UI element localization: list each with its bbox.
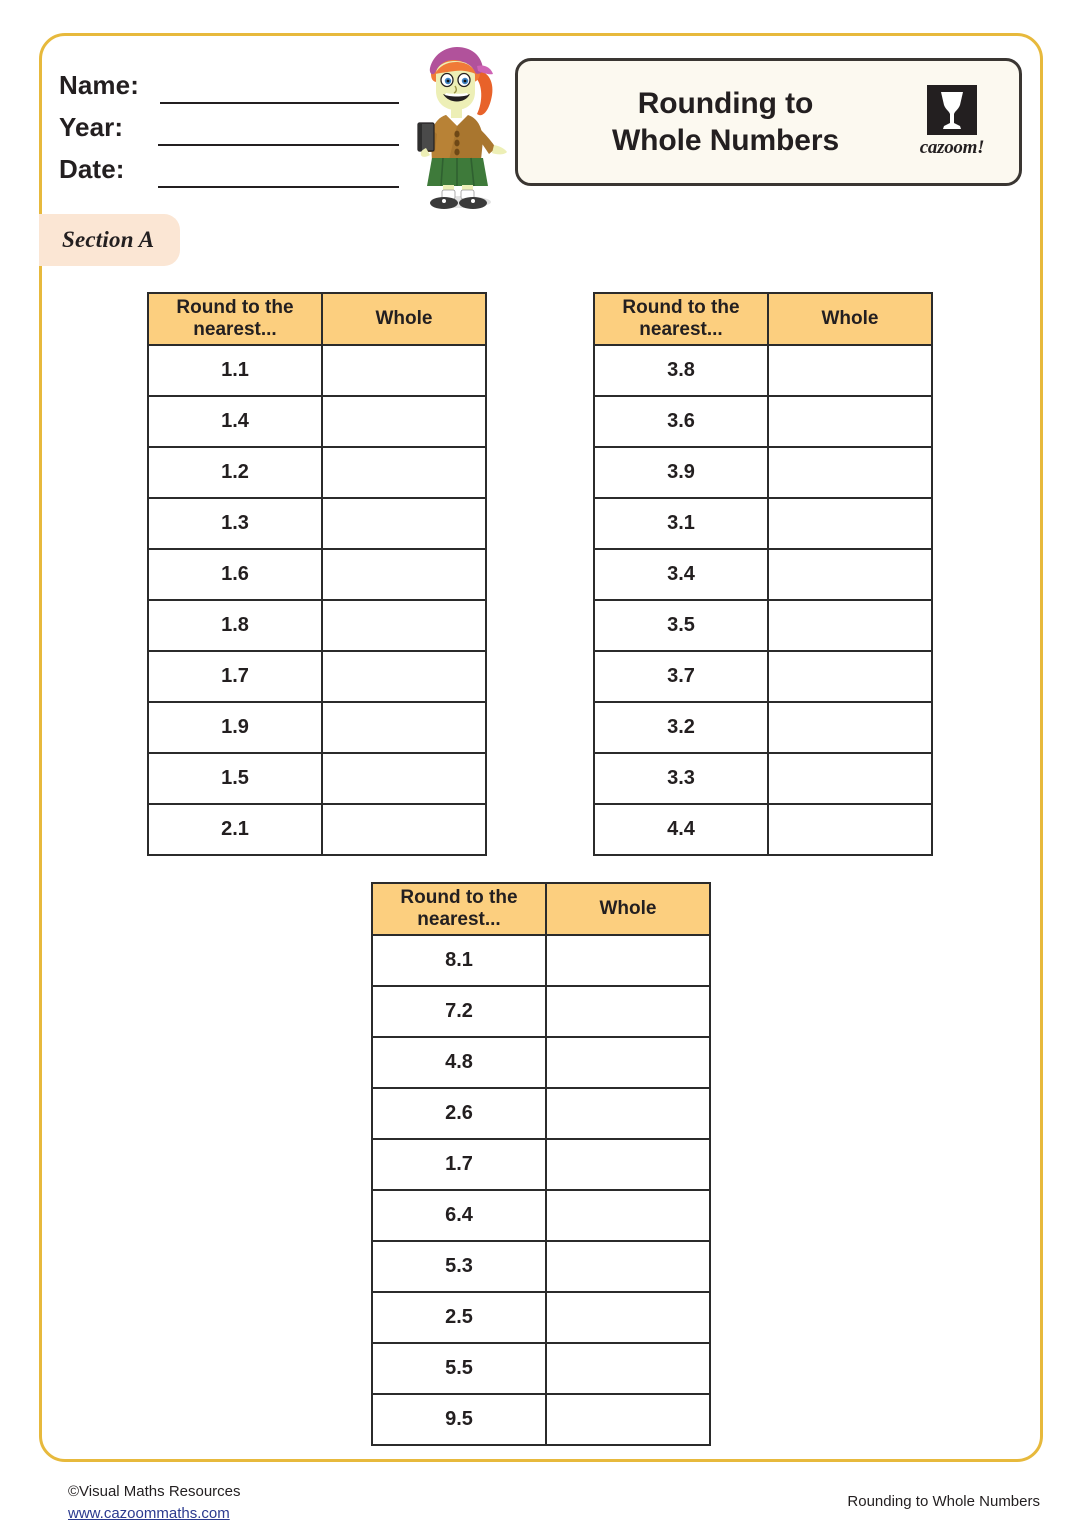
- field-row-name: [59, 68, 409, 110]
- answer-input-cell[interactable]: [768, 549, 932, 600]
- table-row: [594, 651, 932, 702]
- table-header-row: [594, 293, 932, 345]
- question-value-cell: 3.6: [594, 396, 768, 447]
- table-body-2: [594, 345, 932, 855]
- answer-input-cell[interactable]: [322, 702, 486, 753]
- question-value-cell: 2.6: [372, 1088, 546, 1139]
- section-label: Section A: [62, 227, 155, 252]
- rounding-table-2: [593, 292, 933, 856]
- question-value-cell: 1.7: [148, 651, 322, 702]
- answer-input-cell[interactable]: [768, 498, 932, 549]
- question-value-cell: 1.5: [148, 753, 322, 804]
- table-row: [594, 498, 932, 549]
- table-row: [148, 702, 486, 753]
- header-whole: Whole: [322, 293, 486, 345]
- question-value-cell: 3.1: [594, 498, 768, 549]
- answer-input-cell[interactable]: [546, 1037, 710, 1088]
- table-row: [148, 447, 486, 498]
- table-row: [372, 1343, 710, 1394]
- question-value-cell: 6.4: [372, 1190, 546, 1241]
- header-whole: Whole: [768, 293, 932, 345]
- table-row: [148, 498, 486, 549]
- cazoom-brand: [911, 85, 993, 159]
- table-header-row: [148, 293, 486, 345]
- table-row: [594, 753, 932, 804]
- question-value-cell: 2.1: [148, 804, 322, 855]
- table-row: [372, 986, 710, 1037]
- question-value-cell: 8.1: [372, 935, 546, 986]
- table-row: [372, 1139, 710, 1190]
- answer-input-cell[interactable]: [546, 986, 710, 1037]
- question-value-cell: 5.3: [372, 1241, 546, 1292]
- answer-input-cell[interactable]: [322, 549, 486, 600]
- question-value-cell: 1.2: [148, 447, 322, 498]
- answer-input-cell[interactable]: [322, 651, 486, 702]
- question-value-cell: 3.5: [594, 600, 768, 651]
- table-row: [594, 549, 932, 600]
- table-row: [148, 651, 486, 702]
- answer-input-cell[interactable]: [768, 702, 932, 753]
- field-row-date: [59, 152, 409, 194]
- table-row: [594, 804, 932, 855]
- answer-input-cell[interactable]: [546, 1292, 710, 1343]
- table-row: [148, 804, 486, 855]
- website-link[interactable]: www.cazoommaths.com: [68, 1504, 230, 1522]
- table-row: [372, 1088, 710, 1139]
- answer-input-cell[interactable]: [546, 1088, 710, 1139]
- page-title-line2: Whole Numbers: [611, 124, 840, 157]
- table-body-1: [148, 345, 486, 855]
- table-row: [372, 1190, 710, 1241]
- question-value-cell: 3.3: [594, 753, 768, 804]
- question-value-cell: 3.7: [594, 651, 768, 702]
- field-row-year: [59, 110, 409, 152]
- name-label: Name:: [59, 70, 139, 100]
- question-value-cell: 9.5: [372, 1394, 546, 1445]
- footer-credits: [68, 1481, 241, 1525]
- question-value-cell: 1.7: [372, 1139, 546, 1190]
- table-row: [148, 396, 486, 447]
- question-value-cell: 1.6: [148, 549, 322, 600]
- question-value-cell: 3.9: [594, 447, 768, 498]
- header-round-to-nearest: Round to the nearest...: [148, 293, 322, 345]
- table-body-3: [372, 935, 710, 1445]
- answer-input-cell[interactable]: [546, 1343, 710, 1394]
- answer-input-cell[interactable]: [768, 345, 932, 396]
- question-value-cell: 4.4: [594, 804, 768, 855]
- table-row: [594, 600, 932, 651]
- table-row: [148, 753, 486, 804]
- question-value-cell: 3.8: [594, 345, 768, 396]
- table-row: [372, 1241, 710, 1292]
- table-header-row: [372, 883, 710, 935]
- answer-input-cell[interactable]: [768, 804, 932, 855]
- table-row: [372, 1037, 710, 1088]
- header-round-to-nearest: Round to the nearest...: [594, 293, 768, 345]
- question-value-cell: 3.4: [594, 549, 768, 600]
- rounding-table-1: [147, 292, 487, 856]
- student-info-fields: [59, 68, 409, 194]
- question-value-cell: 4.8: [372, 1037, 546, 1088]
- goblet-logo-icon: [927, 85, 977, 135]
- question-value-cell: 3.2: [594, 702, 768, 753]
- answer-input-cell[interactable]: [768, 600, 932, 651]
- year-label: Year:: [59, 112, 124, 142]
- table-row: [372, 1394, 710, 1445]
- answer-input-cell[interactable]: [768, 447, 932, 498]
- table-row: [148, 600, 486, 651]
- table-row: [372, 935, 710, 986]
- page-title-line1: Rounding to: [637, 86, 814, 120]
- answer-input-cell[interactable]: [322, 396, 486, 447]
- worksheet-title-card: [515, 58, 1022, 186]
- header-whole: Whole: [546, 883, 710, 935]
- answer-input-cell[interactable]: [768, 651, 932, 702]
- table-row: [594, 447, 932, 498]
- answer-input-cell[interactable]: [546, 1241, 710, 1292]
- answer-input-cell[interactable]: [546, 1394, 710, 1445]
- section-badge: [39, 214, 180, 266]
- answer-input-cell[interactable]: [546, 1139, 710, 1190]
- schoolgirl-illustration-icon: [399, 44, 519, 210]
- brand-name-label: cazoom!: [919, 137, 985, 158]
- answer-input-cell[interactable]: [322, 600, 486, 651]
- table-row: [372, 1292, 710, 1343]
- footer-worksheet-name: Rounding to Whole Numbers: [847, 1493, 1040, 1510]
- answer-input-cell[interactable]: [322, 753, 486, 804]
- question-value-cell: 1.1: [148, 345, 322, 396]
- question-value-cell: 5.5: [372, 1343, 546, 1394]
- rounding-table-3: [371, 882, 711, 1446]
- date-label: Date:: [59, 154, 125, 184]
- answer-input-cell[interactable]: [546, 935, 710, 986]
- table-row: [148, 549, 486, 600]
- answer-input-cell[interactable]: [768, 396, 932, 447]
- year-write-line[interactable]: [158, 144, 399, 146]
- question-value-cell: 2.5: [372, 1292, 546, 1343]
- table-row: [148, 345, 486, 396]
- answer-input-cell[interactable]: [322, 498, 486, 549]
- answer-input-cell[interactable]: [322, 447, 486, 498]
- answer-input-cell[interactable]: [546, 1190, 710, 1241]
- answer-input-cell[interactable]: [322, 804, 486, 855]
- table-row: [594, 702, 932, 753]
- table-row: [594, 345, 932, 396]
- name-write-line[interactable]: [160, 102, 399, 104]
- page-title: [552, 85, 899, 159]
- question-value-cell: 7.2: [372, 986, 546, 1037]
- header-round-to-nearest: Round to the nearest...: [372, 883, 546, 935]
- copyright-text: ©Visual Maths Resources: [68, 1483, 241, 1500]
- answer-input-cell[interactable]: [322, 345, 486, 396]
- answer-input-cell[interactable]: [768, 753, 932, 804]
- question-value-cell: 1.4: [148, 396, 322, 447]
- date-write-line[interactable]: [158, 186, 399, 188]
- question-value-cell: 1.3: [148, 498, 322, 549]
- question-value-cell: 1.8: [148, 600, 322, 651]
- table-row: [594, 396, 932, 447]
- question-value-cell: 1.9: [148, 702, 322, 753]
